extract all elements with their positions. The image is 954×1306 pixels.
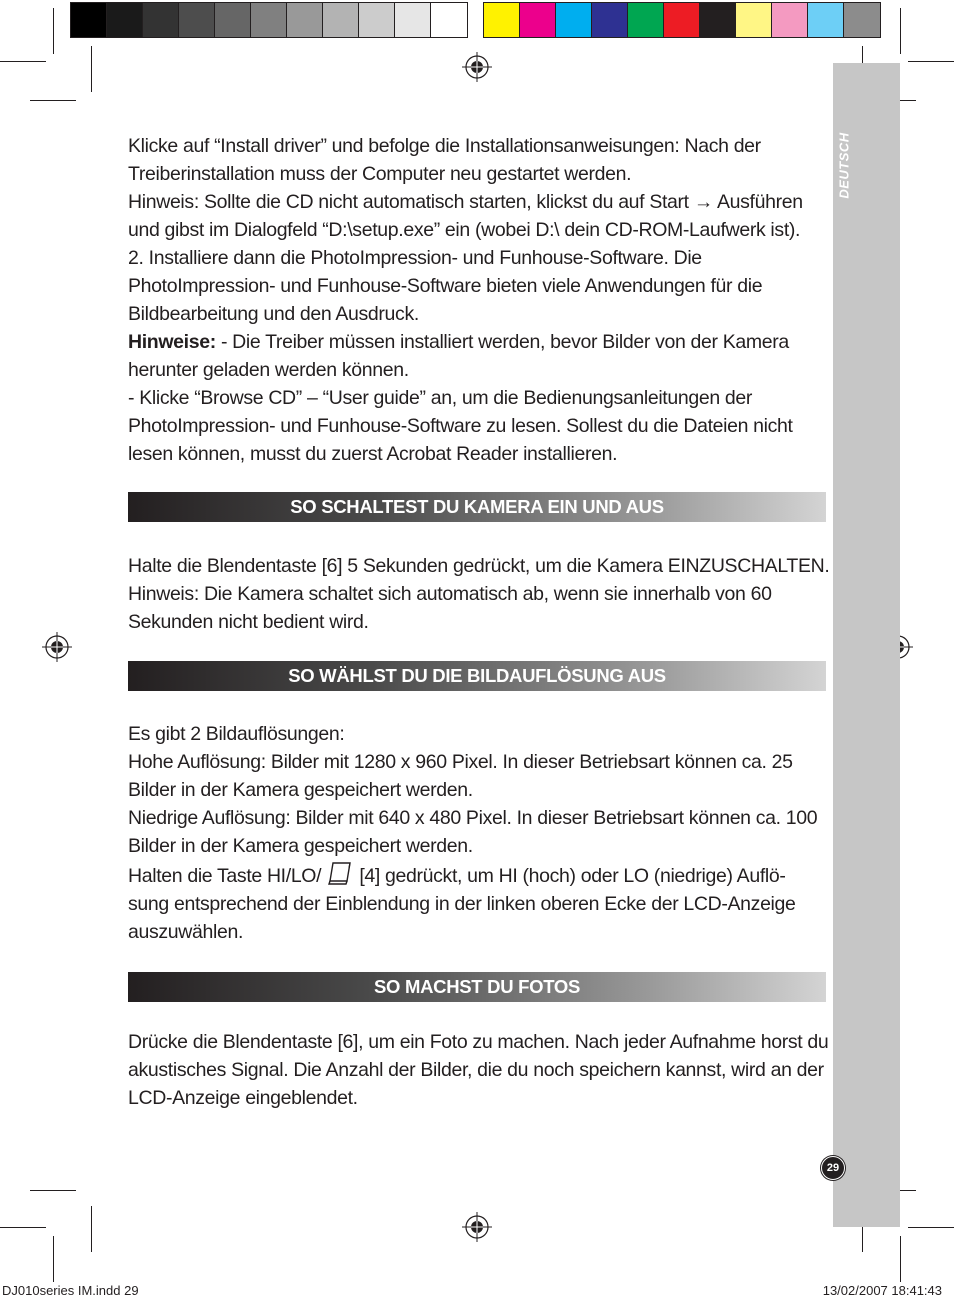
text-line: Hinweis: Die Kamera schaltet sich automatisch ab, wenn sie innerhalb von 60: [128, 583, 772, 605]
file-slug: DJ010series IM.indd 29: [2, 1283, 139, 1298]
color-swatch: [107, 3, 143, 37]
notes-text: - Die Treiber müssen installiert werden, bevor Bilder von der Kamera: [215, 331, 789, 353]
text-line: 2. Installiere dann die PhotoImpression- und Funhouse-Software. Die: [128, 247, 702, 269]
text-line: Bildbearbeitung und den Ausdruck.: [128, 303, 419, 325]
language-side-tab: [833, 63, 900, 1227]
color-swatch: [556, 3, 592, 37]
color-swatch: [431, 3, 467, 37]
notes-line: [128, 328, 828, 356]
color-swatch: [700, 3, 736, 37]
gray-calibration-bar: [70, 2, 468, 38]
section-heading-resolution: SO WÄHLST DU DIE BILDAUFLÖSUNG AUS: [128, 661, 826, 691]
text-line: Drücke die Blendentaste [6], um ein Foto zu machen. Nach jeder Aufnahme horst du: [128, 1031, 829, 1053]
color-swatch: [143, 3, 179, 37]
text-line: Sekunden nicht bedient wird.: [128, 611, 369, 633]
key-instruction-line: Halten die Taste HI/LO/ [4] gedrückt, um HI (hoch) oder LO (niedrige) Auflö-: [128, 860, 828, 890]
text-line: LCD-Anzeige eingeblendet.: [128, 1087, 358, 1109]
text-line: auszuwählen.: [128, 921, 244, 943]
color-swatch: [395, 3, 431, 37]
section-photos-text: [128, 1028, 828, 1112]
color-swatch: [592, 3, 628, 37]
color-swatch: [736, 3, 772, 37]
page-number-badge: 29: [821, 1156, 845, 1180]
text-line: Es gibt 2 Bildauflösungen:: [128, 723, 345, 745]
color-swatch: [215, 3, 251, 37]
text-line: Hohe Auflösung: Bilder mit 1280 x 960 Pixel. In dieser Betriebsart können ca. 25: [128, 751, 793, 773]
registration-mark-icon: [462, 52, 492, 82]
text-line: Bilder in der Kamera gespeichert werden.: [128, 779, 473, 801]
text-line: Klicke auf “Install driver” und befolge die Installationsanweisungen: Nach der: [128, 135, 761, 157]
text-line: herunter geladen werden können.: [128, 359, 409, 381]
color-swatch: [772, 3, 808, 37]
text-line: PhotoImpression- und Funhouse-Software zu lesen. Sollest du die Dateien nicht: [128, 415, 793, 437]
registration-mark-icon: [462, 1212, 492, 1242]
language-tab-label: DEUTSCH: [836, 131, 852, 199]
color-swatch: [844, 3, 880, 37]
text-line: akustisches Signal. Die Anzahl der Bilder, die du noch speichern kannst, wird an der: [128, 1059, 824, 1081]
color-calibration-bar: [483, 2, 881, 38]
intro-text: [128, 132, 828, 468]
color-swatch: [520, 3, 556, 37]
text-line: Halte die Blendentaste [6] 5 Sekunden gedrückt, um die Kamera EINZUSCHALTEN.: [128, 555, 830, 577]
color-swatch: [179, 3, 215, 37]
text-line: Treiberinstallation muss der Computer neu gestartet werden.: [128, 163, 632, 185]
color-swatch: [808, 3, 844, 37]
text-line: sung entsprechend der Einblendung in der linken oberen Ecke der LCD-Anzeige: [128, 893, 796, 915]
section-heading-power: SO SCHALTEST DU KAMERA EIN UND AUS: [128, 492, 826, 522]
text-line: PhotoImpression- und Funhouse-Software bieten viele Anwendungen für die: [128, 275, 763, 297]
color-swatch: [251, 3, 287, 37]
color-swatch: [71, 3, 107, 37]
color-swatch: [323, 3, 359, 37]
color-swatch: [287, 3, 323, 37]
book-icon: [326, 860, 354, 886]
notes-label: Hinweise:: [128, 331, 216, 353]
text-line: Bilder in der Kamera gespeichert werden.: [128, 835, 473, 857]
color-swatch: [628, 3, 664, 37]
timestamp-slug: 13/02/2007 18:41:43: [822, 1283, 942, 1298]
color-swatch: [359, 3, 395, 37]
text-line: Hinweis: Sollte die CD nicht automatisch starten, klickst du auf Start → Ausführen: [128, 191, 803, 213]
text-line: und gibst im Dialogfeld “D:\setup.exe” ein (wobei D:\ dein CD-ROM-Laufwerk ist).: [128, 219, 801, 241]
text-line: Niedrige Auflösung: Bilder mit 640 x 480 Pixel. In dieser Betriebsart können ca. 100: [128, 807, 818, 829]
section-resolution-text: [128, 720, 828, 946]
registration-mark-icon: [42, 632, 72, 662]
section-power-text: [128, 552, 828, 636]
color-swatch: [484, 3, 520, 37]
text-line: - Klicke “Browse CD” – “User guide” an, um die Bedienungsanleitungen der: [128, 387, 753, 409]
text-line: lesen können, musst du zuerst Acrobat Reader installieren.: [128, 443, 618, 465]
color-swatch: [664, 3, 700, 37]
section-heading-photos: SO MACHST DU FOTOS: [128, 972, 826, 1002]
